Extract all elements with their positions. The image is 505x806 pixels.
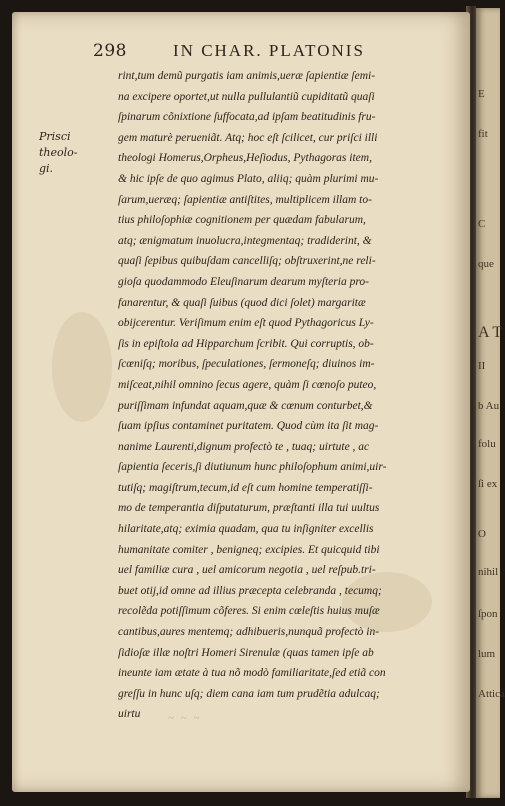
- right-page-fragment: O: [478, 528, 486, 540]
- text-line: ſpinarum cõnixtione ſuffocata,ad ipſam beatitudinis fru-: [118, 111, 376, 124]
- text-line: na excipere oportet,ut nulla pullulantiũ cupiditatũ quaſi: [118, 90, 375, 103]
- text-line: fanarentur, & quaſi ſuibus (quod dici ſolet) margaritæ: [118, 296, 366, 309]
- marginal-note-line: gi.: [39, 162, 54, 175]
- text-line: nanime Laurenti,dignum profectò te , tuaq; uirtute , ac: [118, 440, 370, 453]
- text-line: & hic ipſe de quo agimus Plato, aliiq; quàm plurimi mu-: [118, 172, 379, 185]
- page-number: 298: [93, 41, 127, 61]
- marginal-note-line: Prisci theolo-: [39, 130, 78, 159]
- text-line: miſceat,nihil omnino ſecus agere, quàm ſi cœnoſo puteo,: [118, 378, 377, 391]
- right-page-fragment: A T: [478, 324, 503, 341]
- text-line: theologi Homerus,Orpheus,Heſiodus, Pythagoras item,: [118, 152, 372, 165]
- text-line: obijcerentur. Veriſimum enim eſt quod Pythagoricus Ly-: [118, 317, 374, 330]
- right-page-fragment: que: [478, 258, 494, 270]
- right-page-fragment: Attica: [478, 688, 505, 700]
- text-line: hilaritate,atq; eximia quadam, qua tu inſigniter excellis: [118, 523, 374, 536]
- body-text: [118, 66, 473, 725]
- text-line: uirtu: [118, 708, 141, 721]
- paper-stain: [52, 312, 112, 422]
- right-page-fragment: lum: [478, 648, 496, 660]
- text-line: ſuam ipſius contaminet puritatem. Quod cùm ita ſit mag-: [118, 420, 379, 433]
- text-line: humanitate comiter , benigneq; excipies. Et quicquid tibi: [118, 543, 380, 556]
- right-page-edge: [476, 8, 505, 798]
- page-header: [93, 41, 445, 63]
- text-line: gem maturè perueniãt. Atq; hoc eſt ſcilicet, cur priſci illi: [118, 131, 378, 144]
- text-line: ſidioſæ illæ noſtri Homeri Sirenulæ (quas tamen ipſe ab: [118, 646, 374, 659]
- text-line: puriſſimam infundat aquam,quæ & cœnum conturbet,&: [118, 399, 373, 412]
- right-page-fragment: ſi ex: [478, 478, 498, 490]
- text-line: ſarum,ueræq; ſapientiæ antiſtites, multiplicem illam to-: [118, 193, 372, 206]
- show-through-ink: ~ ~ ~: [168, 712, 202, 724]
- text-line: cantibus,aures mentemq; adhibueris,nunquã profectò in-: [118, 626, 380, 639]
- text-line: recolẽda potiſſimum cõferes. Si enim cœleſtis huius muſæ: [118, 605, 380, 618]
- right-page-fragment: E: [478, 88, 485, 100]
- right-page-fragment: b Au: [478, 400, 500, 412]
- right-page-fragment: II: [478, 360, 486, 372]
- running-title: IN CHAR. PLATONIS: [173, 41, 365, 60]
- text-line: tutiſq; magiſtrum,tecum,id eſt cum homine temperatiſſi-: [118, 481, 373, 494]
- text-line: gioſa quodammodo Eleuſinarum dearum myſteria pro-: [118, 275, 369, 288]
- text-line: ſcœniſq; moribus, ſpeculationes, ſermoneſq; diuinos im-: [118, 358, 375, 371]
- right-page-fragment: folu: [478, 438, 496, 450]
- text-line: ſis in epiſtola ad Hipparchum ſcribit. Qui corruptis, ob-: [118, 337, 374, 350]
- marginal-note: [39, 129, 109, 177]
- text-line: greſſu in hunc uſq; diem cana iam tum prudẽtia adulcaq;: [118, 687, 380, 700]
- right-page-fragment: nihil: [478, 566, 499, 578]
- text-line: mo de temperantia diſputaturum, præſtanti illa tui uultus: [118, 502, 380, 515]
- text-line: quaſi ſepibus quibuſdam cancelliſq; obſtruxerint,ne reli-: [118, 255, 376, 268]
- text-line: ineunte iam ætate à tua nõ modò familiaritate,ſed etiã con: [118, 667, 386, 680]
- text-line: buet otij,id omne ad illius præcepta celebranda , tecumq;: [118, 584, 382, 597]
- text-line: rint,tum demũ purgatis iam animis,ueræ ſapientiæ ſemi-: [118, 70, 376, 82]
- right-page-fragment: fit: [478, 128, 488, 140]
- text-line: tius philoſophiæ cognitionem per quædam fabularum,: [118, 214, 366, 227]
- right-page-fragment: C: [478, 218, 486, 230]
- text-line: ſapientia ſeceris,ſi diutiunum hunc philoſophum animi,uir-: [118, 461, 387, 474]
- right-page-fragment: ſpon: [478, 608, 498, 620]
- text-line: atq; ænigmatum inuolucra,integmentaq; tradiderint, &: [118, 234, 372, 247]
- text-line: uel familiæ cura , uel amicorum negotia , uel reſpub.tri-: [118, 564, 376, 577]
